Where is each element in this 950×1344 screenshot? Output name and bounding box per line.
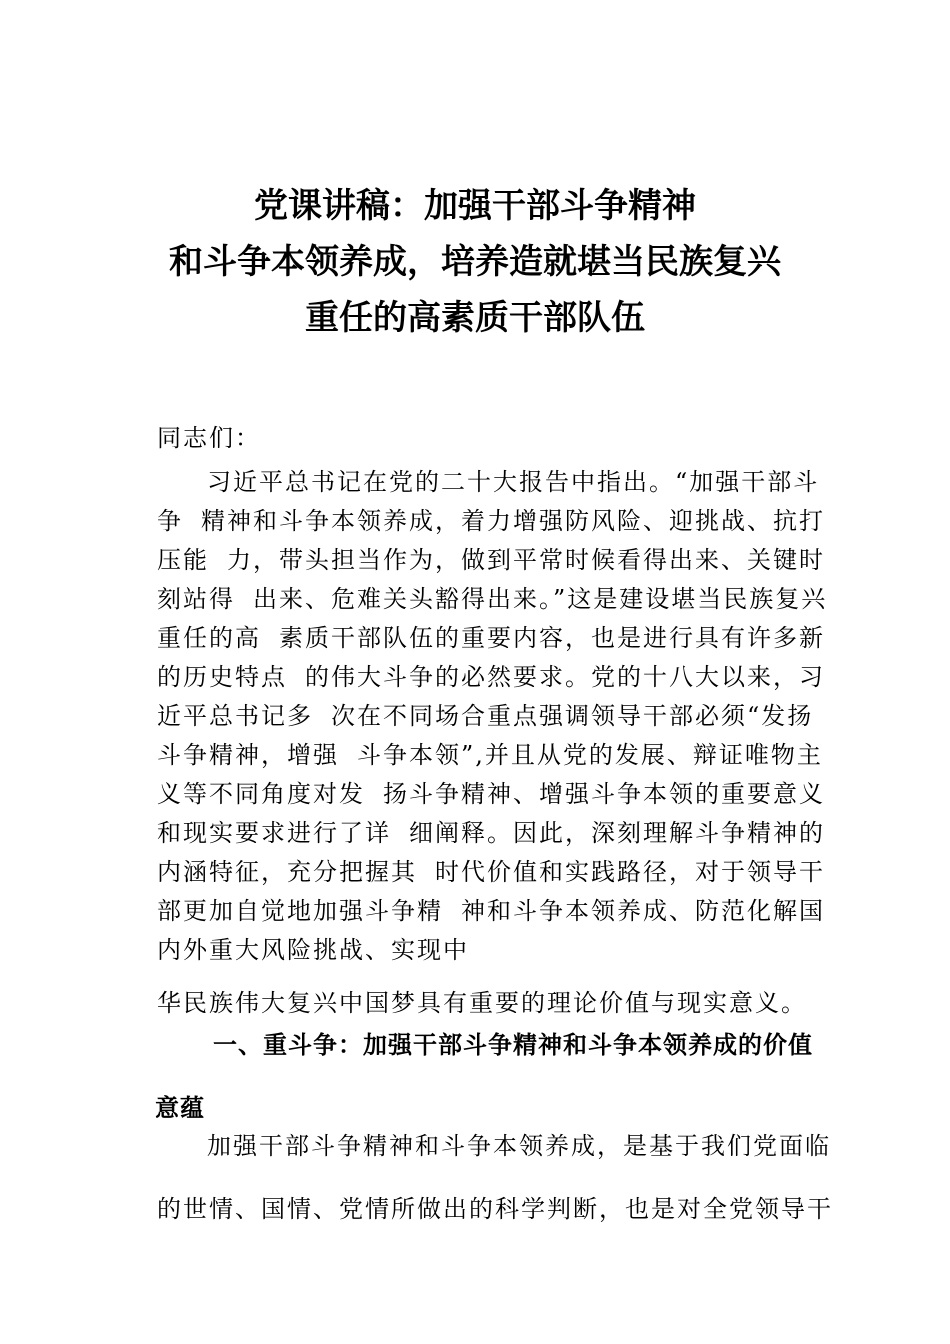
title-line-2: 和斗争本领养成，培养造就堪当民族复兴 xyxy=(169,242,781,282)
salutation: 同志们： xyxy=(157,424,261,452)
section-heading-line-2: 意蕴 xyxy=(155,1094,205,1122)
paragraph-1-line: 内外重大风险挑战、实现中 xyxy=(157,936,469,964)
paragraph-2-line-2: 的世情、国情、党情所做出的科学判断，也是对全党领导干 xyxy=(157,1195,833,1223)
title-line-3: 重任的高素质干部队伍 xyxy=(305,298,645,338)
paragraph-1-line: 义等不同角度对发 扬斗争精神、增强斗争本领的重要意义 xyxy=(157,780,825,808)
paragraph-1-line: 争 精神和斗争本领养成，着力增强防风险、迎挑战、抗打 xyxy=(157,507,825,535)
paragraph-1-line: 近平总书记多 次在不同场合重点强调领导干部必须“发扬 xyxy=(157,702,814,730)
paragraph-1-line: 斗争精神，增强 斗争本领”,并且从党的发展、辩证唯物主 xyxy=(157,741,823,769)
paragraph-1-line: 部更加自觉地加强斗争精 神和斗争本领养成、防范化解国 xyxy=(157,897,825,925)
document-title xyxy=(0,178,950,346)
paragraph-2-line-1: 加强干部斗争精神和斗争本领养成，是基于我们党面临 xyxy=(207,1132,831,1160)
title-line-1: 党课讲稿：加强干部斗争精神 xyxy=(254,186,696,226)
paragraph-1-line: 习近平总书记在党的二十大报告中指出。“加强干部斗 xyxy=(207,468,820,496)
section-heading-line-1: 一、重斗争：加强干部斗争精神和斗争本领养成的价值 xyxy=(213,1031,813,1059)
paragraph-1-line: 压能 力，带头担当作为，做到平常时候看得出来、关键时 xyxy=(157,546,825,574)
paragraph-1-line: 内涵特征，充分把握其 时代价值和实践路径，对于领导干 xyxy=(157,858,825,886)
paragraph-1-line: 重任的高 素质干部队伍的重要内容，也是进行具有许多新 xyxy=(157,624,825,652)
paragraph-1-line: 的历史特点 的伟大斗争的必然要求。党的十八大以来，习 xyxy=(157,663,825,691)
paragraph-1-tail: 华民族伟大复兴中国梦具有重要的理论价值与现实意义。 xyxy=(157,989,807,1017)
paragraph-1-line: 和现实要求进行了详 细阐释。因此，深刻理解斗争精神的 xyxy=(157,819,825,847)
paragraph-1-line: 刻站得 出来、危难关头豁得出来。”这是建设堪当民族复兴 xyxy=(157,585,828,613)
